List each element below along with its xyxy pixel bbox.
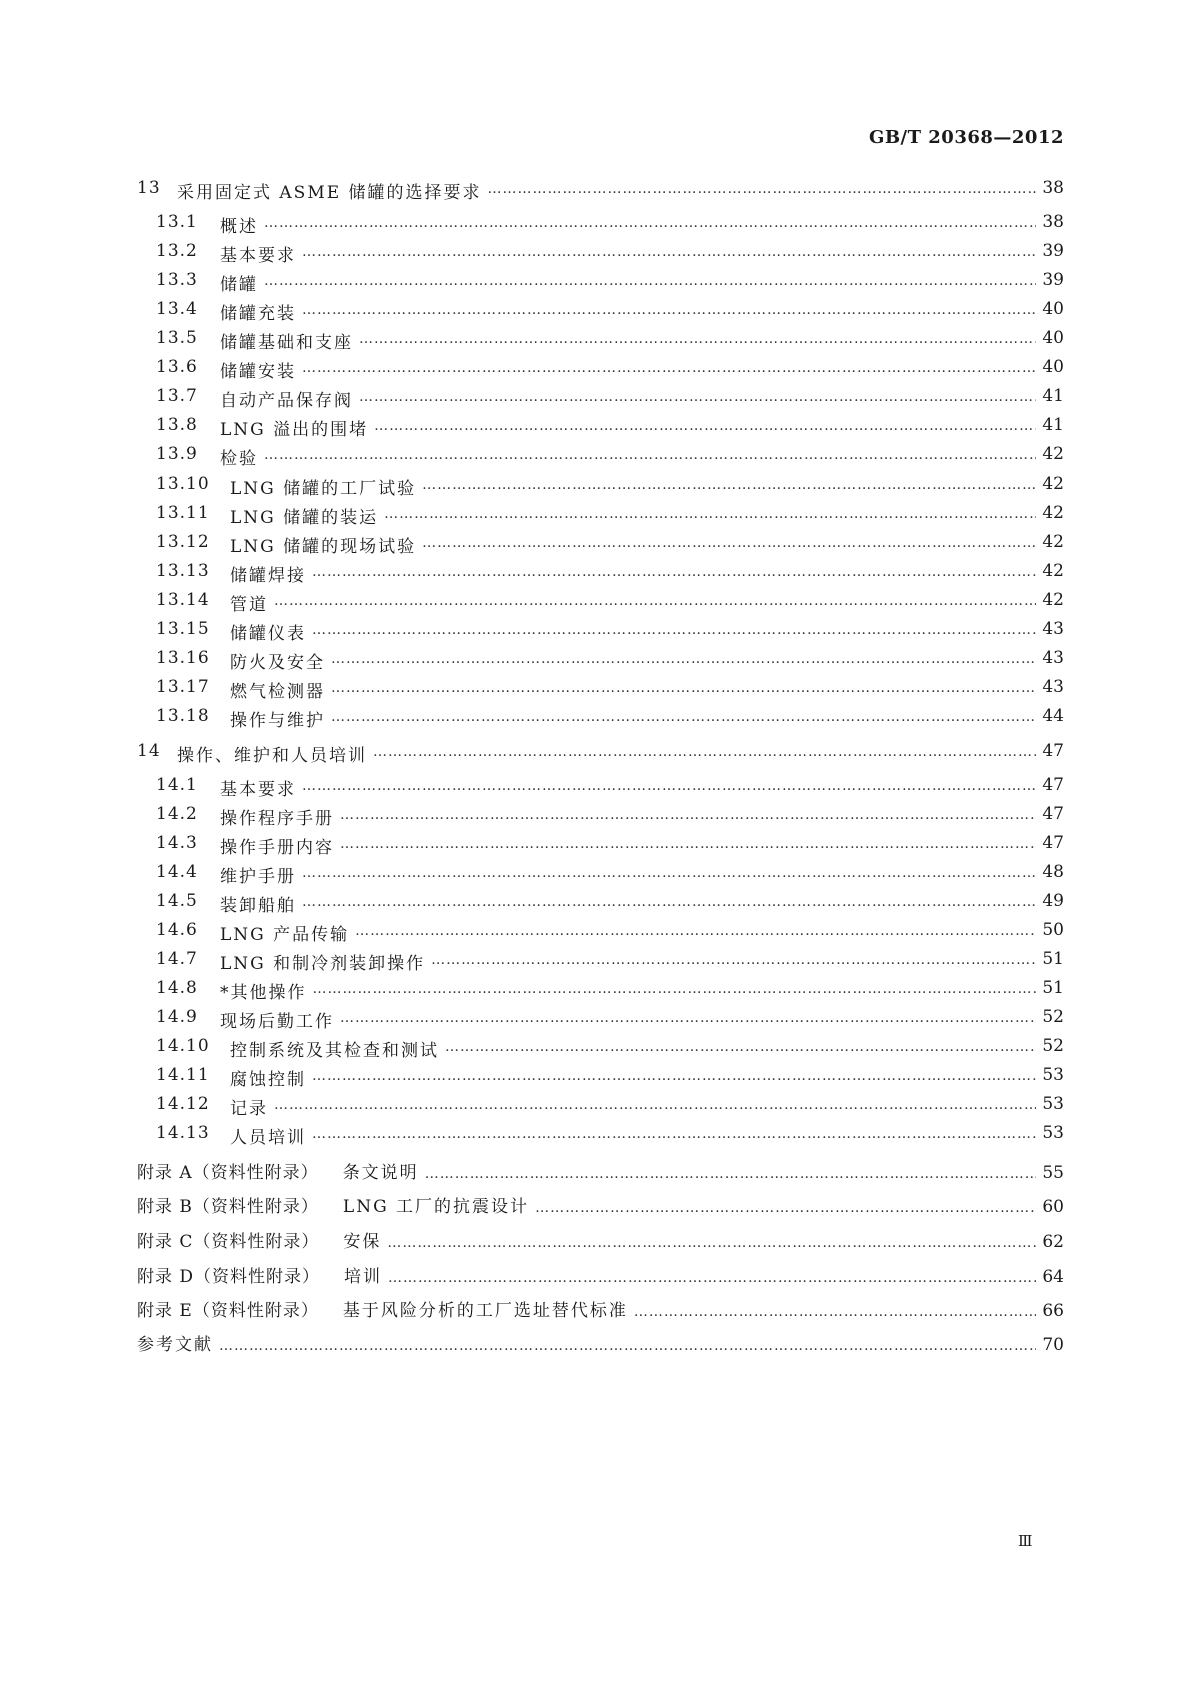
toc-entry[interactable] [137, 357, 1064, 382]
toc-entry-title [156, 619, 306, 644]
toc-entry-text: 检验 [220, 449, 258, 469]
toc-entry[interactable] [137, 833, 1064, 858]
toc-entry-number: 13.14 [156, 590, 210, 610]
toc-leader-dots [374, 418, 1036, 434]
toc-entry-title [156, 1036, 439, 1061]
toc-entry-page: 43 [1042, 648, 1064, 668]
toc-entry-number: 14.6 [156, 920, 198, 940]
toc-entry-title [156, 503, 378, 528]
toc-entry-title [156, 1123, 306, 1148]
toc-entry[interactable] [137, 741, 1064, 766]
toc-entry-text: LNG 储罐的工厂试验 [230, 479, 417, 499]
toc-entry-text: LNG 工厂的抗震设计 [342, 1197, 530, 1217]
toc-entry-page: 55 [1042, 1163, 1064, 1183]
toc-entry-title [156, 833, 334, 858]
toc-leader-dots [355, 923, 1036, 939]
toc-entry-title [156, 561, 306, 586]
toc-leader-dots [422, 477, 1036, 493]
toc-entry-text: 人员培训 [230, 1128, 306, 1148]
toc-entry-number: 13.1 [156, 212, 198, 232]
toc-entry-text: *其他操作 [220, 983, 307, 1003]
toc-entry[interactable] [137, 1262, 1064, 1287]
toc-entry[interactable] [137, 1094, 1064, 1119]
toc-entry[interactable] [137, 386, 1064, 411]
toc-entry-title [137, 1262, 382, 1287]
toc-leader-dots [331, 709, 1036, 725]
toc-entry-text: 概述 [220, 217, 258, 237]
toc-leader-dots [274, 1097, 1036, 1113]
toc-entry[interactable] [137, 1227, 1064, 1252]
toc-entry-page: 39 [1042, 241, 1064, 261]
toc-entry-text: 防火及安全 [230, 653, 325, 673]
toc-entry-number: 13.4 [156, 299, 198, 319]
toc-entry-title [156, 1007, 334, 1032]
toc-leader-dots [302, 778, 1036, 794]
toc-entry-page: 47 [1042, 833, 1064, 853]
toc-entry-page: 47 [1042, 775, 1064, 795]
toc-entry-text: 操作手册内容 [220, 838, 334, 858]
toc-entry-text: 参考文献 [137, 1335, 213, 1355]
toc-entry-number: 14 [137, 741, 161, 761]
toc-entry[interactable] [137, 891, 1064, 916]
toc-leader-dots [313, 981, 1037, 997]
toc-entry-title [156, 1094, 268, 1119]
toc-entry[interactable] [137, 299, 1064, 324]
toc-entry-page: 47 [1042, 741, 1064, 761]
toc-entry-title [137, 1192, 529, 1217]
toc-leader-dots [535, 1200, 1036, 1216]
toc-leader-dots [431, 952, 1036, 968]
toc-entry-text: LNG 产品传输 [220, 925, 350, 945]
toc-entry-page: 47 [1042, 804, 1064, 824]
toc-entry[interactable] [137, 1158, 1064, 1183]
toc-entry-page: 41 [1042, 415, 1064, 435]
toc-entry[interactable] [137, 648, 1064, 673]
toc-entry-number: 13.11 [156, 503, 210, 523]
toc-entry[interactable] [137, 1296, 1064, 1321]
toc-entry[interactable] [137, 503, 1064, 528]
toc-entry-text: 自动产品保存阀 [220, 391, 353, 411]
toc-entry-number: 14.10 [156, 1036, 210, 1056]
toc-leader-dots [387, 1235, 1036, 1251]
toc-entry-page: 42 [1042, 532, 1064, 552]
toc-entry[interactable] [137, 804, 1064, 829]
toc-leader-dots [264, 273, 1036, 289]
toc-entry-text: 管道 [230, 595, 268, 615]
toc-entry[interactable] [137, 532, 1064, 557]
toc-entry-number: 14.13 [156, 1123, 210, 1143]
toc-entry-number: 13.8 [156, 415, 198, 435]
toc-entry-page: 42 [1042, 561, 1064, 581]
toc-leader-dots [445, 1039, 1036, 1055]
toc-entry-number: 13.10 [156, 474, 210, 494]
toc-entry-text: 储罐充装 [220, 304, 296, 324]
toc-entry[interactable] [137, 1036, 1064, 1061]
toc-entry-number: 13.2 [156, 241, 198, 261]
toc-leader-dots [340, 1010, 1036, 1026]
toc-entry-page: 40 [1042, 357, 1064, 377]
toc-entry-text: 基本要求 [220, 246, 296, 266]
toc-entry-number: 13.6 [156, 357, 198, 377]
toc-leader-dots [312, 622, 1036, 638]
toc-entry-title [156, 677, 325, 702]
toc-entry-number: 13.12 [156, 532, 210, 552]
toc-entry-page: 53 [1042, 1065, 1064, 1085]
toc-leader-dots [634, 1304, 1036, 1320]
toc-entry-text: 储罐仪表 [230, 624, 306, 644]
toc-entry-page: 53 [1042, 1123, 1064, 1143]
toc-entry-page: 43 [1042, 677, 1064, 697]
toc-entry-page: 52 [1042, 1007, 1064, 1027]
toc-entry-page: 40 [1042, 328, 1064, 348]
toc-entry[interactable] [137, 920, 1064, 945]
toc-leader-dots [340, 836, 1036, 852]
toc-entry[interactable] [137, 706, 1064, 731]
toc-entry-number: 13.13 [156, 561, 210, 581]
toc-entry[interactable] [137, 1065, 1064, 1090]
toc-entry-number: 14.7 [156, 949, 198, 969]
toc-entry[interactable] [137, 619, 1064, 644]
toc-leader-dots [264, 447, 1036, 463]
toc-entry-title [137, 741, 367, 766]
toc-entry-number: 附录 A（资料性附录） [137, 1163, 319, 1183]
toc-entry-number: 14.12 [156, 1094, 210, 1114]
toc-entry-number: 14.11 [156, 1065, 210, 1085]
toc-entry-title [156, 920, 349, 945]
toc-leader-dots [312, 1068, 1036, 1084]
toc-leader-dots [388, 1270, 1036, 1286]
toc-entry-page: 64 [1042, 1267, 1064, 1287]
toc-entry-text: 现场后勤工作 [220, 1012, 334, 1032]
toc-entry-title [156, 891, 296, 916]
toc-entry-number: 14.3 [156, 833, 198, 853]
toc-leader-dots [488, 181, 1036, 197]
toc-leader-dots [359, 389, 1036, 405]
toc-entry-text: 记录 [230, 1099, 268, 1119]
toc-entry-page: 62 [1042, 1232, 1064, 1252]
toc-entry-text: 腐蚀控制 [230, 1070, 306, 1090]
toc-leader-dots [425, 1166, 1036, 1182]
toc-entry[interactable] [137, 561, 1064, 586]
toc-entry[interactable] [137, 677, 1064, 702]
toc-entry-number: 附录 B（资料性附录） [137, 1197, 319, 1217]
toc-entry-title [156, 775, 296, 800]
toc-entry-text: 储罐安装 [220, 362, 296, 382]
toc-entry[interactable] [137, 1330, 1064, 1355]
toc-entry-title [156, 474, 416, 499]
toc-entry[interactable] [137, 474, 1064, 499]
toc-entry-text: 采用固定式 ASME 储罐的选择要求 [177, 183, 482, 203]
toc-entry-text: 基本要求 [220, 780, 296, 800]
toc-leader-dots [373, 744, 1036, 760]
toc-entry-page: 40 [1042, 299, 1064, 319]
toc-entry-number: 14.9 [156, 1007, 198, 1027]
toc-leader-dots [264, 215, 1036, 231]
toc-entry-text: 操作与维护 [230, 711, 325, 731]
toc-entry[interactable] [137, 1123, 1064, 1148]
toc-leader-dots [384, 506, 1036, 522]
toc-entry-text: 储罐基础和支座 [220, 333, 353, 353]
toc-leader-dots [359, 331, 1036, 347]
toc-entry-page: 48 [1042, 862, 1064, 882]
toc-leader-dots [331, 680, 1036, 696]
toc-entry-text: 基于风险分析的工厂选址替代标准 [342, 1301, 628, 1321]
toc-entry-page: 38 [1042, 212, 1064, 232]
toc-entry-number: 14.1 [156, 775, 198, 795]
toc-leader-dots [312, 564, 1036, 580]
toc-entry-page: 49 [1042, 891, 1064, 911]
toc-entry-number: 附录 C（资料性附录） [137, 1232, 320, 1252]
standard-code: GB/T 20368—2012 [868, 127, 1064, 148]
toc-leader-dots [219, 1338, 1036, 1354]
toc-entry-page: 66 [1042, 1301, 1064, 1321]
toc-entry-page: 51 [1042, 978, 1064, 998]
toc-entry-page: 52 [1042, 1036, 1064, 1056]
toc-entry-text: LNG 和制冷剂装卸操作 [220, 954, 426, 974]
toc-entry-title [137, 1296, 628, 1321]
toc-entry[interactable] [137, 775, 1064, 800]
toc-entry[interactable] [137, 415, 1064, 440]
toc-entry-page: 42 [1042, 474, 1064, 494]
toc-entry[interactable] [137, 978, 1064, 1003]
toc-entry-title [156, 862, 296, 887]
toc-entry-number: 13.9 [156, 444, 198, 464]
toc-entry-page: 38 [1042, 178, 1064, 198]
toc-entry-text: 操作、维护和人员培训 [177, 746, 367, 766]
toc-entry-number: 13.18 [156, 706, 210, 726]
toc-leader-dots [302, 302, 1036, 318]
toc-leader-dots [331, 651, 1036, 667]
toc-leader-dots [302, 244, 1036, 260]
toc-entry[interactable] [137, 270, 1064, 295]
toc-entry[interactable] [137, 178, 1064, 203]
toc-entry-title [137, 1158, 419, 1183]
toc-entry-text: LNG 储罐的装运 [230, 508, 379, 528]
toc-entry-text: 储罐 [220, 275, 258, 295]
toc-entry-text: 培训 [344, 1267, 383, 1287]
toc-entry-page: 42 [1042, 503, 1064, 523]
toc-entry-text: 操作程序手册 [220, 809, 334, 829]
toc-entry-title [156, 415, 368, 440]
toc-entry-text: 控制系统及其检查和测试 [230, 1041, 439, 1061]
toc-entry-page: 50 [1042, 920, 1064, 940]
toc-entry-title [137, 178, 482, 203]
toc-entry-title [137, 1330, 213, 1355]
toc-entry-number: 13.16 [156, 648, 210, 668]
toc-leader-dots [302, 360, 1036, 376]
toc-entry-title [156, 328, 353, 353]
toc-entry-title [156, 299, 296, 324]
toc-entry-number: 13.15 [156, 619, 210, 639]
toc-entry-page: 44 [1042, 706, 1064, 726]
toc-entry-number: 13 [137, 178, 161, 198]
toc-entry[interactable] [137, 862, 1064, 887]
toc-entry-title [156, 804, 334, 829]
toc-leader-dots [274, 593, 1036, 609]
toc-entry[interactable] [137, 949, 1064, 974]
toc-entry-title [156, 590, 268, 615]
toc-entry-title [156, 386, 353, 411]
toc-entry-page: 42 [1042, 444, 1064, 464]
toc-entry-title [156, 978, 307, 1003]
toc-entry-text: LNG 溢出的围堵 [220, 420, 369, 440]
toc-entry[interactable] [137, 241, 1064, 266]
toc-entry-number: 14.2 [156, 804, 198, 824]
toc-entry-text: 装卸船舶 [220, 896, 296, 916]
toc-entry-title [156, 648, 325, 673]
toc-entry-text: 储罐焊接 [230, 566, 306, 586]
toc-entry-page: 39 [1042, 270, 1064, 290]
toc-entry-text: LNG 储罐的现场试验 [230, 537, 417, 557]
toc-entry-page: 51 [1042, 949, 1064, 969]
toc-entry-text: 维护手册 [220, 867, 296, 887]
toc-entry-page: 60 [1042, 1197, 1064, 1217]
toc-leader-dots [422, 535, 1036, 551]
toc-entry[interactable] [137, 1007, 1064, 1032]
toc-entry-title [156, 1065, 306, 1090]
toc-entry-page: 41 [1042, 386, 1064, 406]
toc-entry-page: 53 [1042, 1094, 1064, 1114]
toc-leader-dots [302, 894, 1036, 910]
toc-entry-title [137, 1227, 381, 1252]
toc-entry-page: 70 [1042, 1335, 1064, 1355]
toc-entry-title [156, 270, 258, 295]
toc-entry-text: 条文说明 [342, 1163, 419, 1183]
toc-leader-dots [312, 1126, 1036, 1142]
toc-entry-title [156, 532, 416, 557]
toc-entry[interactable] [137, 590, 1064, 615]
toc-entry-number: 14.8 [156, 978, 198, 998]
toc-entry-number: 14.4 [156, 862, 198, 882]
toc-entry-title [156, 706, 325, 731]
toc-entry-page: 43 [1042, 619, 1064, 639]
toc-entry[interactable] [137, 212, 1064, 237]
page-number: Ⅲ [1018, 1532, 1033, 1550]
toc-entry-number: 13.5 [156, 328, 198, 348]
toc-entry-number: 13.17 [156, 677, 210, 697]
toc-entry-title [156, 444, 258, 469]
toc-leader-dots [340, 807, 1036, 823]
toc-entry-number: 附录 E（资料性附录） [137, 1301, 319, 1321]
toc-entry[interactable] [137, 444, 1064, 469]
toc-entry-number: 13.3 [156, 270, 198, 290]
toc-entry-number: 13.7 [156, 386, 198, 406]
toc-entry-title [156, 241, 296, 266]
toc-leader-dots [302, 865, 1036, 881]
toc-entry[interactable] [137, 1192, 1064, 1217]
toc-entry-title [156, 212, 258, 237]
toc-entry-title [156, 357, 296, 382]
toc-entry-title [156, 949, 425, 974]
toc-entry-number: 14.5 [156, 891, 198, 911]
toc-entry-text: 燃气检测器 [230, 682, 325, 702]
toc-entry-page: 42 [1042, 590, 1064, 610]
toc-entry-text: 安保 [343, 1232, 382, 1252]
toc-entry-number: 附录 D（资料性附录） [137, 1267, 321, 1287]
toc-entry[interactable] [137, 328, 1064, 353]
